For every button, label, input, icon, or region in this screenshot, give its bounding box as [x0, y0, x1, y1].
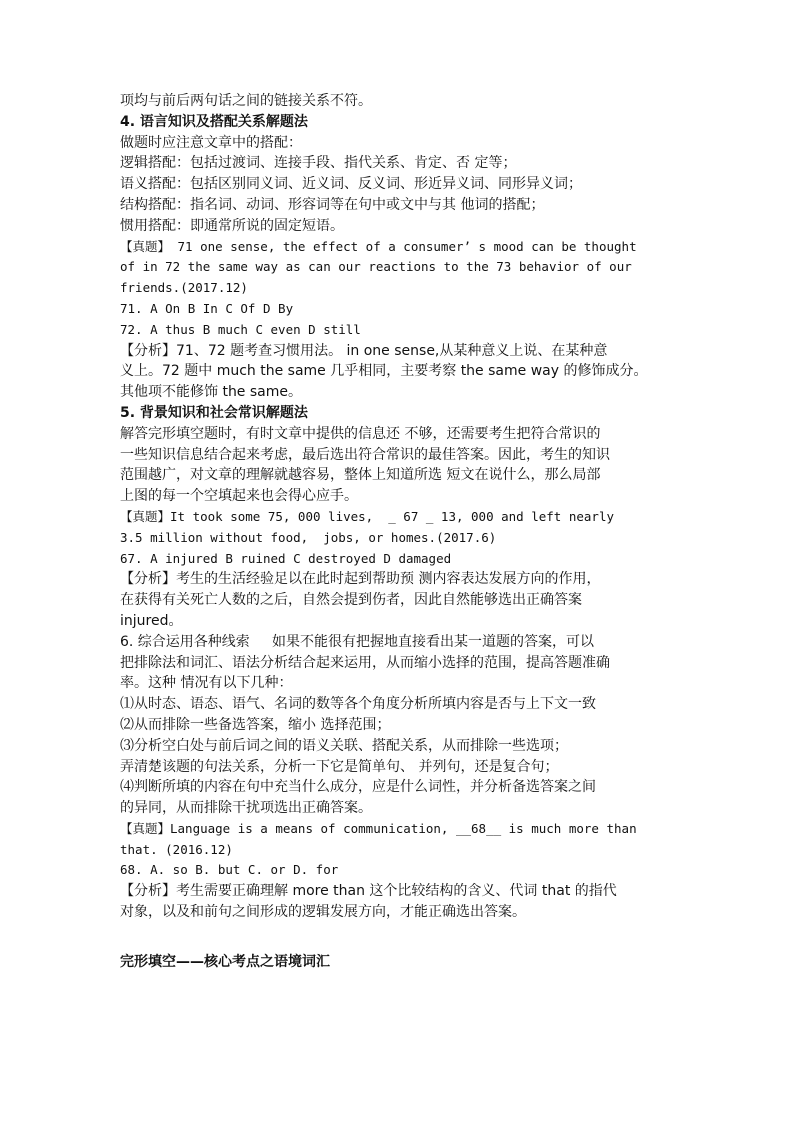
analysis-text: 义上。72 题中 much the same 几乎相同，主要考察 the same way 的修饰成分。	[120, 363, 648, 380]
list-item: 的异同，从而排除干扰项选出正确答案。	[120, 800, 372, 817]
text-line: 解答完形填空题时，有时文章中提供的信息还 不够，还需要考生把符合常识的	[120, 425, 601, 442]
list-item: ⑵从而排除一些备选答案，缩小 选择范围；	[120, 716, 391, 733]
exam-question-text: 【真题】Language is a means of communication, __68__ is much more than	[120, 820, 637, 836]
list-item: ⑴从时态、语态、语气、名词的数等各个角度分析所填内容是否与上下文一致	[120, 696, 596, 713]
answer-options: 67. A injured B ruined C destroyed D damaged	[120, 550, 452, 566]
text-line: 惯用搭配：即通常所说的固定短语。	[120, 217, 344, 234]
answer-options: 68. A. so B. but C. or D. for	[120, 862, 339, 878]
analysis-text: 【分析】71、72 题考查习惯用法。 in one sense,从某种意义上说、在某种意	[120, 342, 608, 359]
analysis-text: 其他项不能修饰 the same。	[120, 384, 302, 401]
analysis-text: injured。	[120, 612, 183, 629]
text-line: 语义搭配：包括区别同义词、近义词、反义词、形近异义词、同形异义词；	[120, 176, 582, 193]
section-heading-4: 4. 语言知识及搭配关系解题法	[120, 113, 308, 130]
document-page	[120, 91, 680, 972]
text-line: 做题时应注意文章中的搭配：	[120, 134, 302, 151]
text-line: 结构搭配：指名词、动词、形容词等在句中或文中与其 他词的搭配；	[120, 196, 545, 213]
text-line: 逻辑搭配：包括过渡词、连接手段、指代关系、肯定、否 定等；	[120, 155, 517, 172]
text-line: 弄清楚该题的句法关系，分析一下它是简单句、 并列句，还是复合句；	[120, 758, 559, 775]
exam-question-text: 【真题】It took some 75, 000 lives, _ 67 _ 13, 000 and left nearly	[120, 508, 615, 524]
blank-line	[120, 944, 680, 952]
analysis-text: 对象，以及和前句之间形成的逻辑发展方向，才能正确选出答案。	[120, 904, 526, 921]
text-line: 一些知识信息结合起来考虑，最后选出符合常识的最佳答案。因此，考生的知识	[120, 446, 610, 463]
exam-question-text: 3.5 million without food, jobs, or homes.(2017.6)	[120, 529, 497, 545]
answer-options: 71. A On B In C Of D By	[120, 300, 294, 316]
analysis-text: 在获得有关死亡人数的之后，自然会提到伤者，因此自然能够选出正确答案	[120, 592, 582, 609]
exam-question-text: that. (2016.12)	[120, 841, 233, 857]
list-item: ⑶分析空白处与前后词之间的语义关联、搭配关系，从而排除一些选项；	[120, 737, 568, 754]
exam-question-text: 【真题】 71 one sense, the effect of a consumer’ s mood can be thought	[120, 238, 637, 254]
analysis-text: 【分析】考生的生活经验足以在此时起到帮助预 测内容表达发展方向的作用，	[120, 571, 601, 588]
text-line: 上图的每一个空填起来也会得心应手。	[120, 488, 358, 505]
text-line: 把排除法和词汇、语法分析结合起来运用，从而缩小选择的范围，提高答题准确	[120, 654, 610, 671]
text-line: 项均与前后两句话之间的链接关系不符。	[120, 93, 372, 109]
list-item: ⑷判断所填的内容在句中充当什么成分，应是什么词性，并分析备选答案之间	[120, 779, 596, 796]
section-heading-6: 6. 综合运用各种线索 如果不能很有把握地直接看出某一道题的答案，可以	[120, 633, 595, 650]
blank-line	[120, 923, 680, 944]
chapter-heading: 完形填空——核心考点之语境词汇	[120, 953, 330, 970]
exam-question-text: of in 72 the same way as can our reactions to the 73 behavior of our	[120, 259, 632, 275]
text-line: 率。这种 情况有以下几种：	[120, 675, 293, 692]
analysis-text: 【分析】考生需要正确理解 more than 这个比较结构的含义、代词 that 的指代	[120, 883, 617, 900]
section-heading-5: 5. 背景知识和社会常识解题法	[120, 404, 308, 421]
text-line: 范围越广，对文章的理解就越容易，整体上知道所选 短文在说什么，那么局部	[120, 467, 601, 484]
exam-question-text: friends.(2017.12)	[120, 280, 248, 296]
answer-options: 72. A thus B much C even D still	[120, 321, 361, 337]
